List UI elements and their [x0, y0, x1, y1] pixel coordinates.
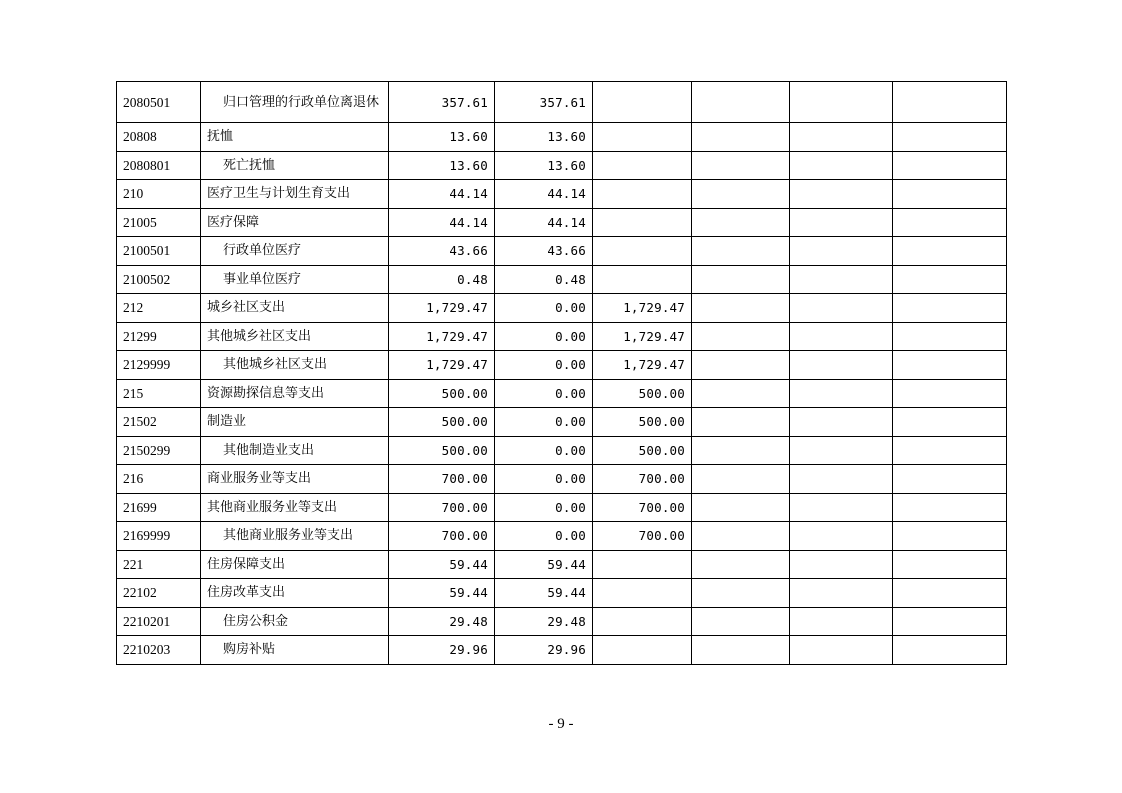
table-row [117, 351, 1007, 380]
cell-empty [692, 550, 790, 579]
cell-empty [790, 265, 893, 294]
cell-empty [692, 465, 790, 494]
cell-code: 2080801 [117, 151, 201, 180]
cell-empty [790, 351, 893, 380]
cell-empty [790, 436, 893, 465]
cell-total: 500.00 [389, 408, 495, 437]
cell-empty [790, 294, 893, 323]
cell-empty [893, 351, 1007, 380]
table-row [117, 180, 1007, 209]
cell-empty [692, 579, 790, 608]
cell-empty [893, 208, 1007, 237]
cell-code: 221 [117, 550, 201, 579]
table-row [117, 436, 1007, 465]
cell-empty [893, 265, 1007, 294]
cell-basic: 0.48 [495, 265, 593, 294]
cell-total: 29.48 [389, 607, 495, 636]
cell-code: 212 [117, 294, 201, 323]
cell-basic: 59.44 [495, 550, 593, 579]
cell-code: 210 [117, 180, 201, 209]
cell-name: 其他商业服务业等支出 [201, 522, 389, 551]
cell-basic: 0.00 [495, 322, 593, 351]
cell-empty [893, 636, 1007, 665]
cell-project [593, 550, 692, 579]
cell-empty [692, 493, 790, 522]
cell-total: 1,729.47 [389, 351, 495, 380]
table-row [117, 208, 1007, 237]
cell-code: 20808 [117, 123, 201, 152]
cell-name: 商业服务业等支出 [201, 465, 389, 494]
cell-empty [893, 379, 1007, 408]
table-row [117, 579, 1007, 608]
cell-total: 44.14 [389, 180, 495, 209]
table-row [117, 294, 1007, 323]
cell-empty [790, 379, 893, 408]
cell-name: 城乡社区支出 [201, 294, 389, 323]
cell-code: 2100502 [117, 265, 201, 294]
cell-name: 资源勘探信息等支出 [201, 379, 389, 408]
cell-total: 700.00 [389, 465, 495, 494]
table-row [117, 151, 1007, 180]
cell-empty [790, 208, 893, 237]
cell-total: 500.00 [389, 379, 495, 408]
cell-empty [790, 522, 893, 551]
cell-project: 500.00 [593, 379, 692, 408]
cell-basic: 59.44 [495, 579, 593, 608]
cell-empty [790, 237, 893, 266]
cell-code: 22102 [117, 579, 201, 608]
cell-basic: 357.61 [495, 82, 593, 123]
cell-empty [790, 322, 893, 351]
cell-project [593, 237, 692, 266]
cell-project: 700.00 [593, 493, 692, 522]
cell-empty [893, 294, 1007, 323]
cell-basic: 44.14 [495, 208, 593, 237]
cell-empty [692, 265, 790, 294]
cell-name: 归口管理的行政单位离退休 [201, 82, 389, 123]
cell-empty [893, 408, 1007, 437]
cell-basic: 0.00 [495, 294, 593, 323]
cell-empty [893, 123, 1007, 152]
cell-project [593, 636, 692, 665]
cell-total: 0.48 [389, 265, 495, 294]
cell-basic: 0.00 [495, 465, 593, 494]
cell-total: 13.60 [389, 151, 495, 180]
table-row [117, 493, 1007, 522]
cell-project: 700.00 [593, 522, 692, 551]
cell-name: 其他城乡社区支出 [201, 351, 389, 380]
cell-basic: 29.96 [495, 636, 593, 665]
cell-project [593, 180, 692, 209]
cell-empty [790, 123, 893, 152]
cell-empty [893, 522, 1007, 551]
cell-name: 其他城乡社区支出 [201, 322, 389, 351]
cell-code: 2100501 [117, 237, 201, 266]
table-row [117, 465, 1007, 494]
cell-empty [790, 550, 893, 579]
cell-name: 医疗卫生与计划生育支出 [201, 180, 389, 209]
cell-total: 13.60 [389, 123, 495, 152]
cell-code: 21005 [117, 208, 201, 237]
cell-project [593, 607, 692, 636]
cell-empty [692, 379, 790, 408]
cell-empty [790, 151, 893, 180]
cell-empty [692, 636, 790, 665]
cell-basic: 0.00 [495, 408, 593, 437]
cell-basic: 0.00 [495, 493, 593, 522]
table-body [117, 82, 1007, 665]
cell-empty [790, 465, 893, 494]
cell-name: 医疗保障 [201, 208, 389, 237]
cell-project [593, 151, 692, 180]
cell-empty [692, 294, 790, 323]
cell-empty [790, 180, 893, 209]
cell-code: 2150299 [117, 436, 201, 465]
cell-empty [790, 408, 893, 437]
cell-project: 1,729.47 [593, 351, 692, 380]
cell-code: 21502 [117, 408, 201, 437]
cell-empty [893, 579, 1007, 608]
cell-empty [692, 322, 790, 351]
cell-total: 59.44 [389, 579, 495, 608]
cell-code: 2210203 [117, 636, 201, 665]
cell-empty [692, 351, 790, 380]
cell-total: 29.96 [389, 636, 495, 665]
cell-empty [893, 436, 1007, 465]
cell-total: 700.00 [389, 493, 495, 522]
cell-basic: 0.00 [495, 522, 593, 551]
cell-empty [893, 151, 1007, 180]
cell-total: 44.14 [389, 208, 495, 237]
cell-empty [692, 123, 790, 152]
cell-name: 其他制造业支出 [201, 436, 389, 465]
cell-empty [692, 436, 790, 465]
budget-table [116, 81, 1007, 665]
cell-total: 1,729.47 [389, 294, 495, 323]
table-row [117, 607, 1007, 636]
cell-name: 住房公积金 [201, 607, 389, 636]
cell-code: 2210201 [117, 607, 201, 636]
cell-total: 1,729.47 [389, 322, 495, 351]
cell-project: 500.00 [593, 408, 692, 437]
cell-basic: 43.66 [495, 237, 593, 266]
cell-empty [790, 493, 893, 522]
cell-empty [893, 607, 1007, 636]
table-row [117, 82, 1007, 123]
cell-project [593, 265, 692, 294]
cell-empty [893, 550, 1007, 579]
cell-empty [692, 408, 790, 437]
cell-basic: 0.00 [495, 379, 593, 408]
cell-project [593, 208, 692, 237]
cell-name: 死亡抚恤 [201, 151, 389, 180]
table-row [117, 123, 1007, 152]
cell-total: 357.61 [389, 82, 495, 123]
cell-basic: 13.60 [495, 123, 593, 152]
cell-empty [692, 208, 790, 237]
cell-project: 1,729.47 [593, 294, 692, 323]
cell-name: 住房改革支出 [201, 579, 389, 608]
table-row [117, 237, 1007, 266]
cell-empty [692, 151, 790, 180]
cell-name: 抚恤 [201, 123, 389, 152]
table-row [117, 322, 1007, 351]
cell-empty [893, 180, 1007, 209]
cell-total: 59.44 [389, 550, 495, 579]
cell-project: 700.00 [593, 465, 692, 494]
cell-total: 43.66 [389, 237, 495, 266]
cell-empty [692, 607, 790, 636]
cell-code: 216 [117, 465, 201, 494]
cell-code: 21699 [117, 493, 201, 522]
cell-basic: 0.00 [495, 436, 593, 465]
table-row [117, 522, 1007, 551]
cell-name: 住房保障支出 [201, 550, 389, 579]
cell-code: 2169999 [117, 522, 201, 551]
table-row [117, 408, 1007, 437]
cell-project [593, 579, 692, 608]
cell-project [593, 82, 692, 123]
cell-name: 其他商业服务业等支出 [201, 493, 389, 522]
cell-project: 1,729.47 [593, 322, 692, 351]
cell-empty [790, 579, 893, 608]
cell-code: 2080501 [117, 82, 201, 123]
cell-code: 215 [117, 379, 201, 408]
cell-total: 700.00 [389, 522, 495, 551]
cell-empty [893, 237, 1007, 266]
cell-empty [692, 180, 790, 209]
cell-code: 21299 [117, 322, 201, 351]
cell-project [593, 123, 692, 152]
cell-name: 购房补贴 [201, 636, 389, 665]
table-row [117, 636, 1007, 665]
cell-empty [893, 82, 1007, 123]
cell-empty [692, 237, 790, 266]
cell-name: 事业单位医疗 [201, 265, 389, 294]
cell-basic: 29.48 [495, 607, 593, 636]
cell-empty [790, 607, 893, 636]
table-row [117, 379, 1007, 408]
cell-empty [790, 636, 893, 665]
cell-empty [692, 522, 790, 551]
cell-empty [893, 465, 1007, 494]
cell-project: 500.00 [593, 436, 692, 465]
page-number: - 9 - [548, 716, 574, 732]
cell-empty [893, 493, 1007, 522]
cell-basic: 13.60 [495, 151, 593, 180]
cell-empty [692, 82, 790, 123]
table-row [117, 550, 1007, 579]
cell-basic: 0.00 [495, 351, 593, 380]
cell-code: 2129999 [117, 351, 201, 380]
cell-name: 制造业 [201, 408, 389, 437]
cell-empty [790, 82, 893, 123]
cell-empty [893, 322, 1007, 351]
cell-basic: 44.14 [495, 180, 593, 209]
table-row [117, 265, 1007, 294]
cell-total: 500.00 [389, 436, 495, 465]
cell-name: 行政单位医疗 [201, 237, 389, 266]
